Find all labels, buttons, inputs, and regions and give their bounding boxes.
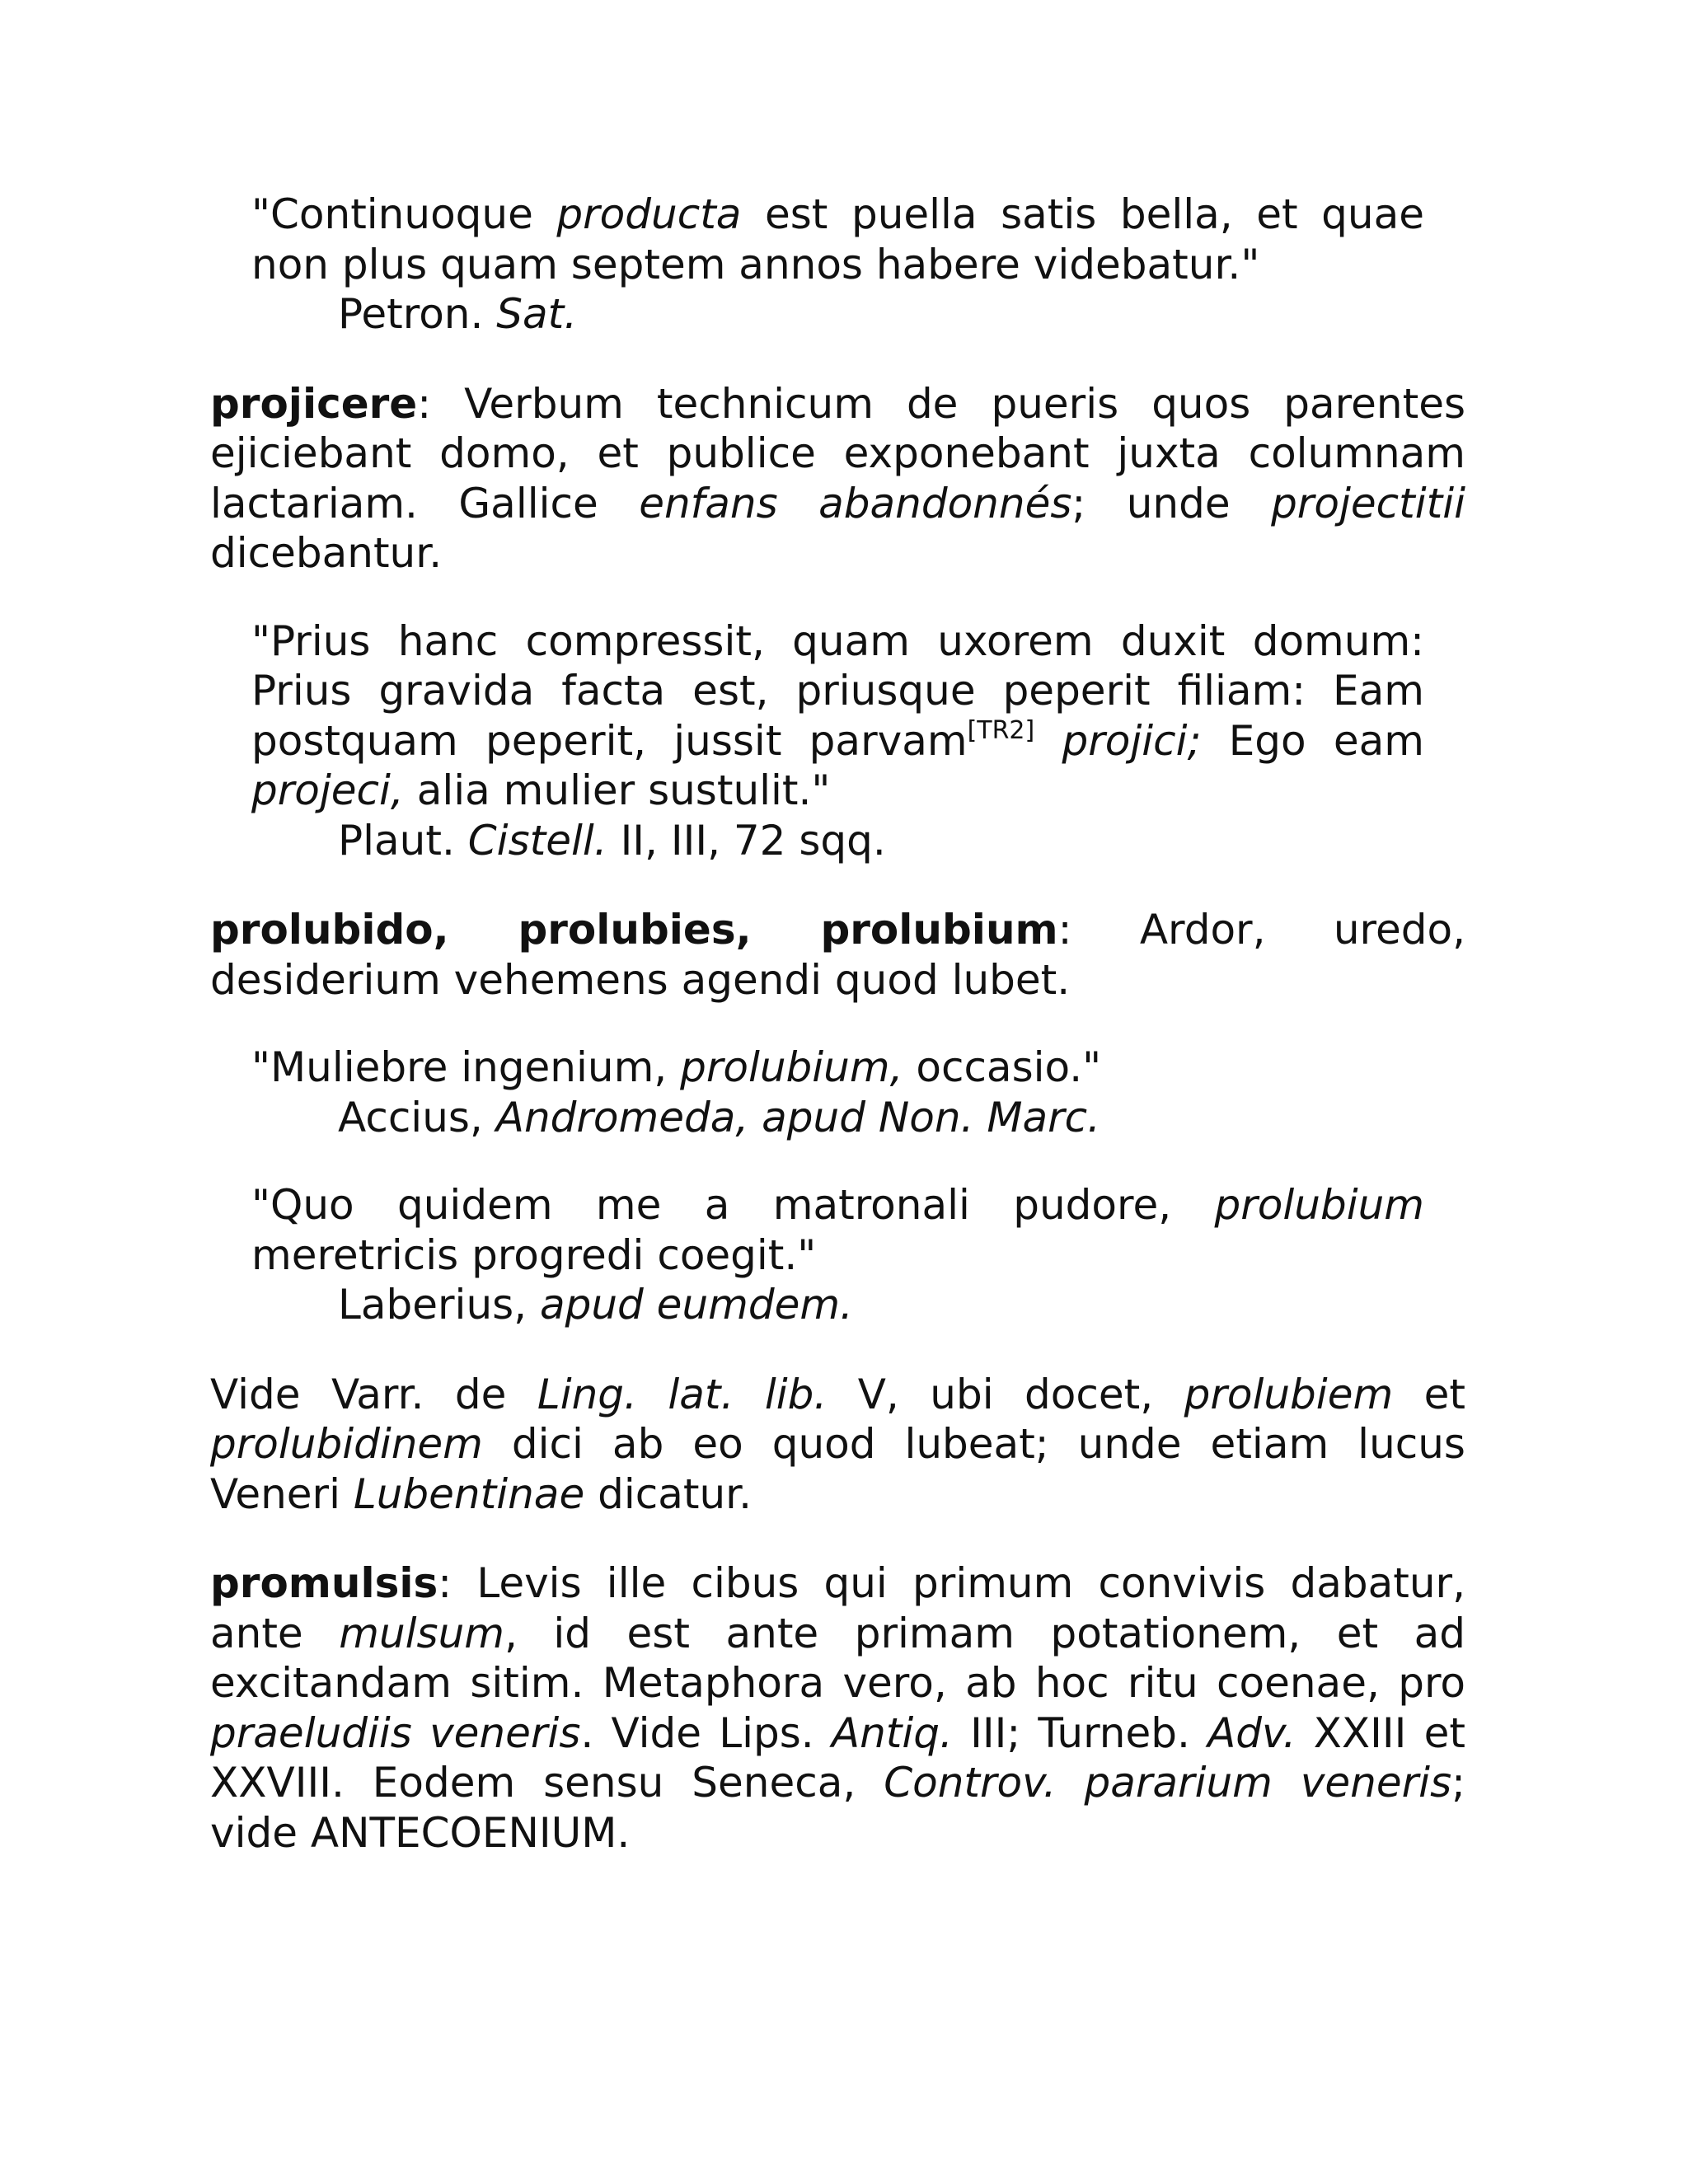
entry-text: dicebantur.	[210, 529, 443, 577]
paragraph-italic: Lubentinae	[353, 1469, 585, 1518]
citation-text: Petron.	[338, 290, 497, 338]
citation-petronius	[338, 289, 1465, 340]
entry-text: : Levis ille cibus qui primum convivis dabatur, ante	[210, 1559, 1465, 1657]
paragraph-text: dici ab eo quod lubeat; unde etiam lucus Veneri	[210, 1420, 1465, 1518]
citation-text: Laberius,	[338, 1281, 540, 1329]
headword: promulsis	[210, 1559, 438, 1607]
headword: projicere	[210, 379, 418, 428]
entry-italic: praeludiis veneris	[210, 1708, 581, 1757]
quote-text: occasio."	[903, 1043, 1102, 1091]
entry-italic: enfans abandonnés	[639, 479, 1072, 527]
quote-italic: prolubium	[1214, 1181, 1424, 1229]
paragraph-text: V, ubi docet,	[827, 1370, 1184, 1418]
quote-text	[1034, 717, 1062, 765]
citation-text: Plaut.	[338, 816, 468, 865]
citation-text: Accius,	[338, 1093, 496, 1141]
citation-italic: Sat.	[496, 290, 578, 338]
transcriber-note-marker[interactable]: [TR2]	[967, 715, 1035, 745]
quote-italic: prolubium,	[680, 1043, 903, 1091]
citation-accius	[338, 1093, 1465, 1143]
entry-italic: projectitii	[1271, 479, 1465, 527]
entry-text: : Verbum technicum de pueris quos parentes ejiciebant domo, et publice exponebant juxta columnam lactariam. Gallice	[210, 379, 1465, 527]
entry-promulsis	[210, 1558, 1465, 1858]
entry-text: . Vide Lips.	[580, 1708, 832, 1757]
entry-text: : Ardor, uredo, desiderium vehemens agendi quod lubet.	[210, 906, 1465, 1004]
citation-italic: Cistell.	[467, 816, 607, 865]
quote-italic: producta	[556, 190, 742, 238]
entry-italic: Adv.	[1207, 1708, 1296, 1757]
quote-text: alia mulier sustulit."	[403, 766, 831, 814]
entry-text: XXIII et XXVIII. Eodem sensu Seneca,	[210, 1708, 1465, 1807]
quote-laberius	[251, 1180, 1424, 1280]
citation-italic: Andromeda, apud Non. Marc.	[495, 1093, 1101, 1141]
paragraph-varro	[210, 1370, 1465, 1520]
citation-text: II, III, 72 sqq.	[607, 816, 886, 865]
entry-italic: Antiq.	[831, 1708, 953, 1757]
entry-prolubido	[210, 905, 1465, 1005]
quote-text: "Continuoque	[251, 190, 557, 238]
paragraph-italic: Ling. lat. lib.	[537, 1370, 828, 1418]
headword: prolubido, prolubies, prolubium	[210, 906, 1058, 954]
paragraph-text: dicatur.	[584, 1469, 753, 1518]
entry-text: ; unde	[1071, 479, 1272, 527]
paragraph-text: et	[1393, 1370, 1465, 1418]
quote-plautus	[251, 616, 1424, 816]
paragraph-text: Vide Varr. de	[210, 1370, 537, 1418]
quote-italic: projici;	[1062, 716, 1202, 765]
quote-text: meretricis progredi coegit."	[251, 1230, 817, 1279]
quote-italic: projeci,	[251, 766, 404, 814]
citation-plautus	[338, 816, 1465, 866]
quote-accius	[251, 1043, 1424, 1093]
citation-laberius	[338, 1280, 1465, 1330]
quote-text: est puella satis bella, et quae non plus quam septem annos habere videbatur."	[251, 190, 1424, 288]
entry-projicere	[210, 379, 1465, 579]
entry-text: III; Turneb.	[952, 1708, 1208, 1757]
quote-text: "Prius hanc compressit, quam uxorem duxit domum: Prius gravida facta est, priusque peperit filiam: Eam postquam peperit, jussit parvam	[251, 616, 1424, 765]
entry-italic: mulsum	[339, 1609, 504, 1657]
quote-text: "Quo quidem me a matronali pudore,	[251, 1181, 1215, 1229]
document-page	[210, 190, 1465, 1858]
entry-text: ; vide ANTECOENIUM.	[210, 1759, 1465, 1857]
citation-italic: apud eumdem.	[539, 1281, 853, 1329]
quote-text: "Muliebre ingenium,	[251, 1043, 681, 1091]
paragraph-italic: prolubidinem	[210, 1420, 483, 1468]
paragraph-italic: prolubiem	[1184, 1370, 1394, 1418]
entry-italic: Controv. pararium veneris	[884, 1759, 1452, 1807]
quote-text: Ego eam	[1201, 716, 1424, 765]
entry-text: , id est ante primam potationem, et ad excitandam sitim. Metaphora vero, ab hoc ritu coenae, pro	[210, 1609, 1465, 1707]
quote-petronius	[251, 190, 1424, 289]
